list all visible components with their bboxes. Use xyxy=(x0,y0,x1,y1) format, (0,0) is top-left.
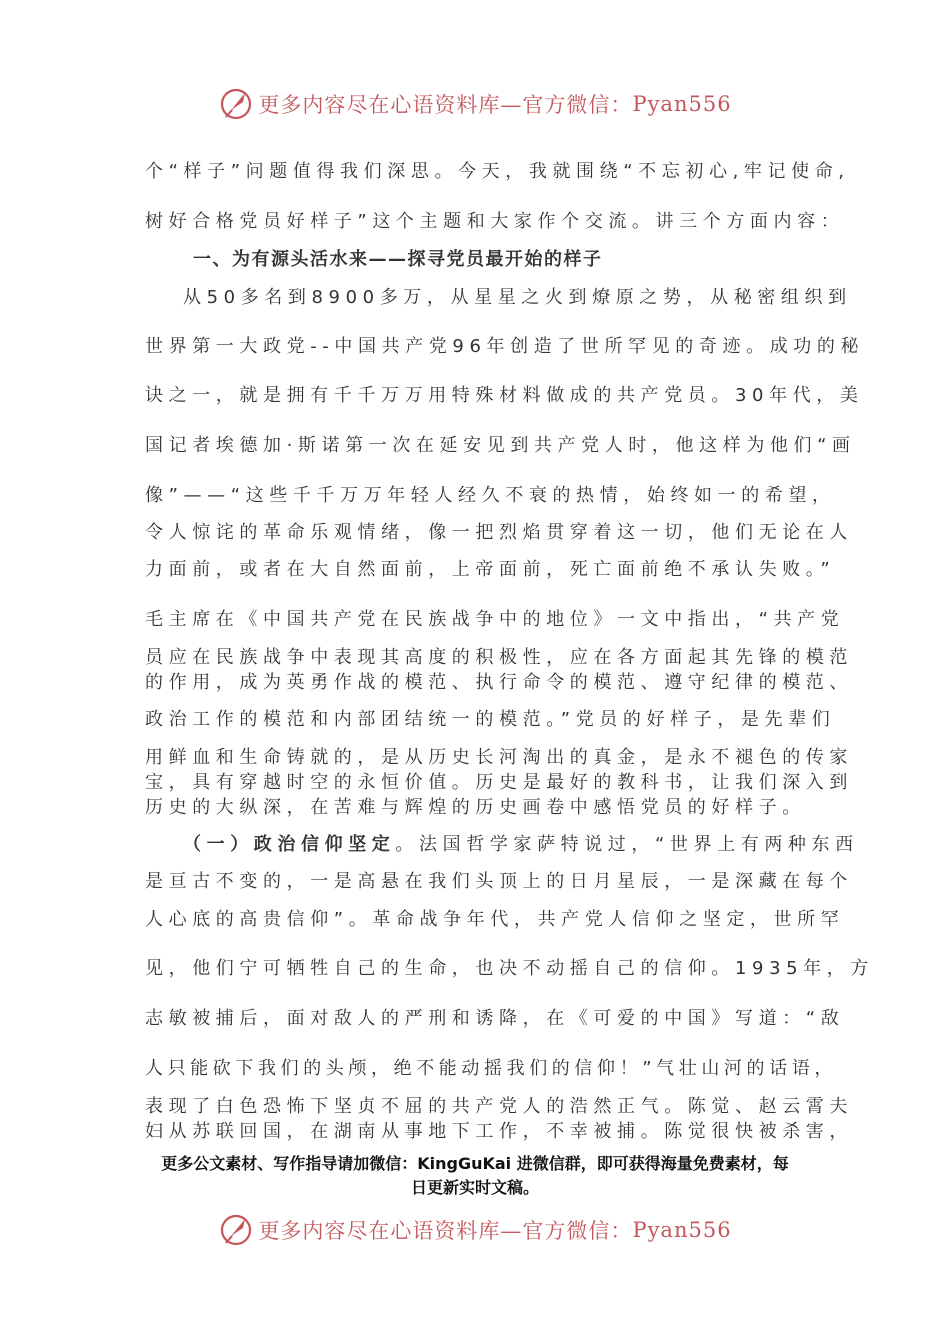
footer-watermark-banner xyxy=(0,1210,950,1250)
text-line: 像”——“这些千千万万年轻人经久不衰的热情，始终如一的希望， xyxy=(145,485,836,506)
text-line: 诀之一，就是拥有千千万万用特殊材料做成的共产党员。30年代，美 xyxy=(145,385,864,406)
footer-note xyxy=(140,1152,810,1200)
text-line: 从50多名到8900多万，从星星之火到燎原之势，从秘密组织到 xyxy=(183,287,852,308)
header-watermark-banner xyxy=(0,84,950,124)
text-line: 个“样子”问题值得我们深思。今天，我就围绕“不忘初心,牢记使命, xyxy=(145,161,850,182)
text-run: 。法国哲学家萨特说过，“世界上有两种东西 xyxy=(395,834,859,855)
text-line: 见，他们宁可牺牲自己的生命，也决不动摇自己的信仰。1935年，方 xyxy=(145,958,875,979)
text-line: 人只能砍下我们的头颅，绝不能动摇我们的信仰！”气壮山河的话语， xyxy=(145,1058,837,1079)
text-line: 用鲜血和生命铸就的，是从历史长河淘出的真金，是永不褪色的传家 xyxy=(145,747,853,768)
text-line: 妇从苏联回国，在湖南从事地下工作，不幸被捕。陈觉很快被杀害， xyxy=(145,1121,853,1142)
footer-note-line: 更多公文素材、写作指导请加微信：KingGuKai 进微信群，即可获得海量免费素材，每 xyxy=(161,1154,789,1173)
text-line: 员应在民族战争中表现其高度的积极性，应在各方面起其先锋的模范 xyxy=(145,647,853,668)
text-line: 世界第一大政党--中国共产党96年创造了世所罕见的奇迹。成功的秘 xyxy=(145,336,865,357)
text-line: 志敏被捕后，面对敌人的严刑和诱降，在《可爱的中国》写道：“敌 xyxy=(145,1008,845,1029)
quill-pen-logo-icon xyxy=(218,86,254,122)
subsection-heading: （一）政治信仰坚定 xyxy=(183,834,396,855)
text-line: 令人惊诧的革命乐观情绪，像一把烈焰贯穿着这一切，他们无论在人 xyxy=(145,522,853,543)
banner-text: 更多内容尽在心语资料库—官方微信： xyxy=(258,1219,633,1243)
text-line: 历史的大纵深，在苦难与辉煌的历史画卷中感悟党员的好样子。 xyxy=(145,797,806,818)
banner-text: 更多内容尽在心语资料库—官方微信： xyxy=(258,93,633,117)
text-line: 力面前，或者在大自然面前，上帝面前，死亡面前绝不承认失败。” xyxy=(145,559,836,580)
text-line: 的作用，成为英勇作战的模范、执行命令的模范、遵守纪律的模范、 xyxy=(145,672,853,693)
footer-note-line: 日更新实时文稿。 xyxy=(410,1178,539,1197)
text-line: 国记者埃德加·斯诺第一次在延安见到共产党人时，他这样为他们“画 xyxy=(145,435,856,456)
text-line: 树好合格党员好样子”这个主题和大家作个交流。讲三个方面内容： xyxy=(145,211,845,232)
banner-wechat-id: Pyan556 xyxy=(632,1218,732,1242)
text-line: 宝，具有穿越时空的永恒价值。历史是最好的教科书，让我们深入到 xyxy=(145,772,853,793)
text-line: 毛主席在《中国共产党在民族战争中的地位》一文中指出，“共产党 xyxy=(145,609,845,630)
section-heading: 一、为有源头活水来——探寻党员最开始的样子 xyxy=(193,249,603,270)
text-line xyxy=(183,833,859,857)
banner-wechat-id: Pyan556 xyxy=(632,92,732,116)
text-line: 是亘古不变的，一是高悬在我们头顶上的日月星辰，一是深藏在每个 xyxy=(145,871,853,892)
quill-pen-logo-icon xyxy=(218,1212,254,1248)
text-line: 人心底的高贵信仰”。革命战争年代，共产党人信仰之坚定，世所罕 xyxy=(145,909,845,930)
text-line: 表现了白色恐怖下坚贞不屈的共产党人的浩然正气。陈觉、赵云霄夫 xyxy=(145,1096,853,1117)
text-line: 政治工作的模范和内部团结统一的模范。”党员的好样子，是先辈们 xyxy=(145,709,836,730)
